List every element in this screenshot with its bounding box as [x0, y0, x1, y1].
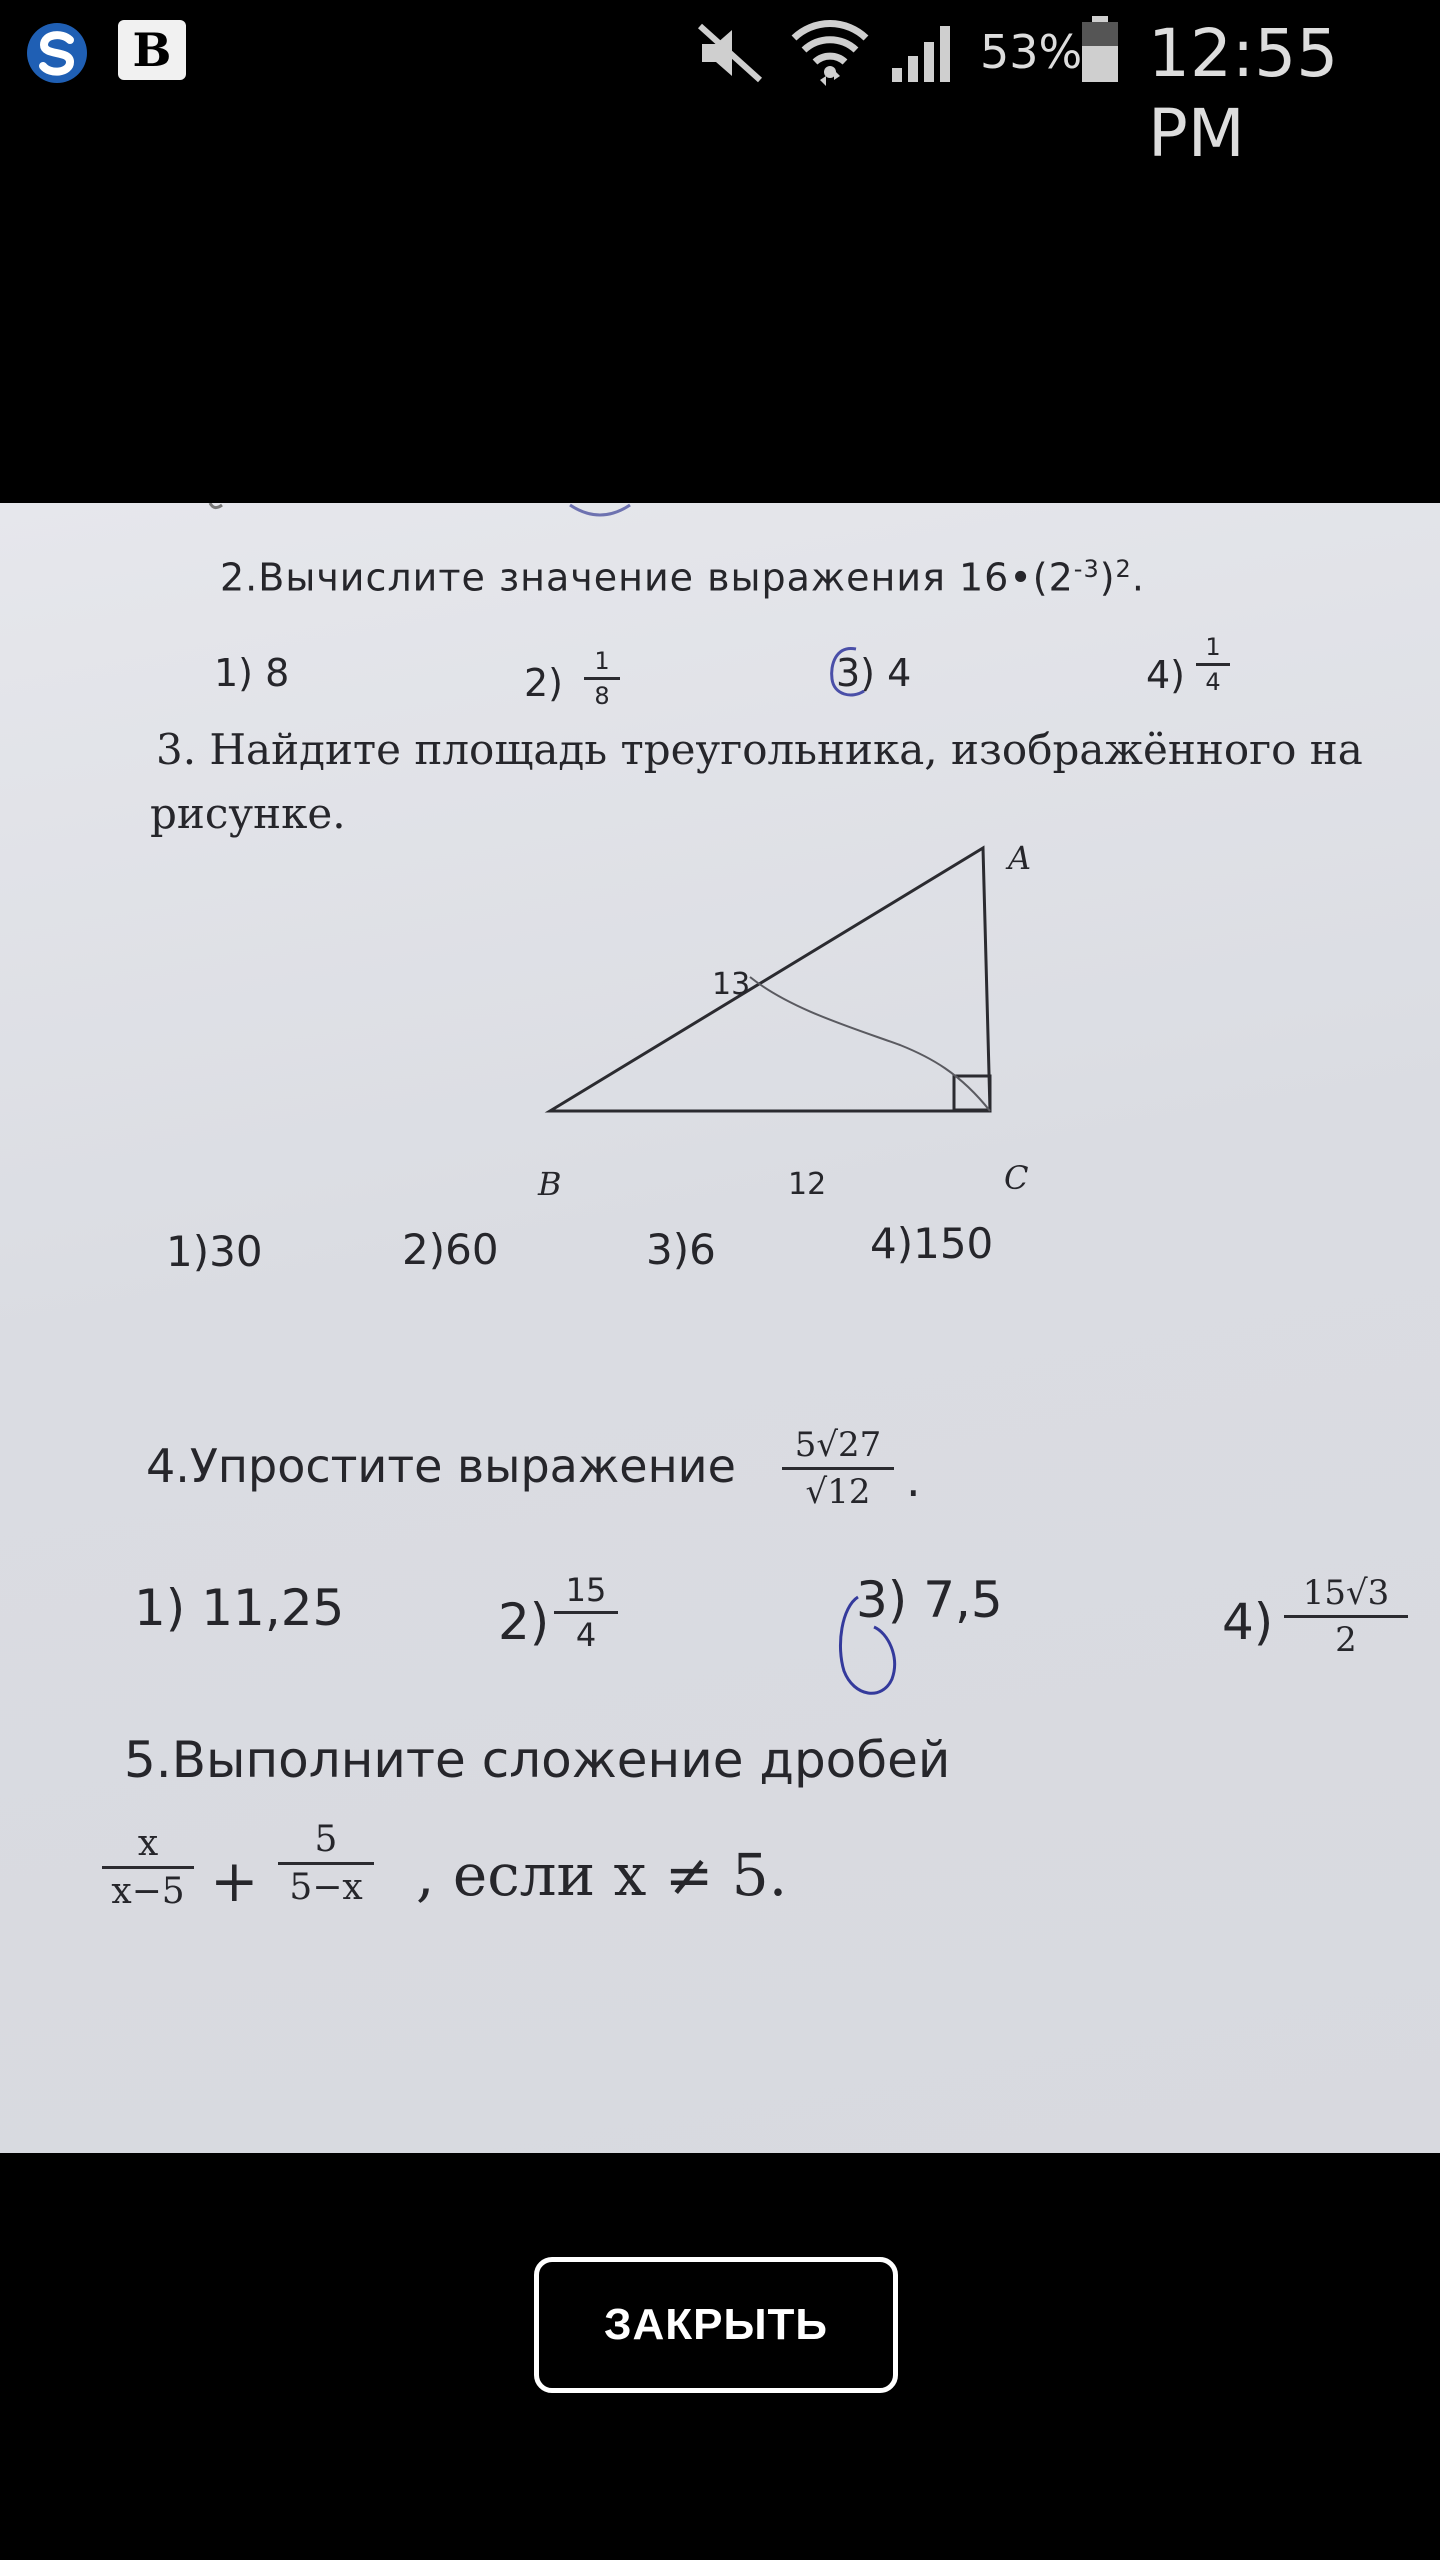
q2-option-4-fraction [1196, 633, 1230, 696]
q2-prompt: 2.Вычислите значение выражения 16•(2 [220, 555, 1074, 600]
q2-option-2-numerator: 1 [584, 647, 620, 680]
vertex-b-label: B [538, 1165, 562, 1203]
q2-text [220, 555, 1145, 600]
battery-icon [1080, 16, 1120, 84]
hypotenuse-length-label: 13 [712, 967, 751, 1002]
q2-option-3: 3) 4 [836, 651, 912, 695]
q4-dot: . [906, 1453, 921, 1507]
q2-option-2-label: 2) [524, 661, 564, 705]
base-length-label: 12 [788, 1167, 827, 1202]
q2-dot: . [1131, 555, 1145, 600]
q2-option-4-denominator: 4 [1205, 668, 1221, 696]
mute-icon [696, 22, 764, 84]
q5-fraction-2-denominator: 5−x [289, 1867, 363, 1908]
q4-option-2-denominator: 4 [575, 1616, 597, 1654]
q2-option-3-pen-circle [826, 643, 870, 703]
q2-option-2-denominator: 8 [594, 682, 610, 710]
q4-option-2-numerator: 15 [554, 1571, 618, 1614]
q4-option-2-fraction [554, 1571, 618, 1654]
q4-option-4-denominator: 2 [1335, 1620, 1357, 1660]
cut-off-previous-line [200, 503, 640, 523]
status-bar [0, 0, 1440, 172]
triangle-abc [550, 848, 990, 1111]
q4-option-4-numerator: 15√3 [1284, 1573, 1408, 1618]
q4-option-4-fraction [1284, 1573, 1408, 1660]
q5-condition: , если x ≠ 5. [416, 1841, 788, 1909]
worksheet-photo [0, 503, 1440, 2153]
q4-option-2-label: 2) [498, 1593, 550, 1651]
q3-text-line2: рисунке. [150, 789, 346, 838]
q3-text-line1: 3. Найдите площадь треугольника, изображённого на [156, 725, 1363, 774]
vertex-c-label: C [1004, 1159, 1029, 1197]
q2-close-paren: ) [1099, 555, 1116, 600]
q4-text: 4.Упростите выражение [146, 1439, 736, 1493]
q3-option-1: 1)30 [166, 1227, 263, 1276]
wifi-icon [790, 14, 870, 88]
q2-inner-exponent: -3 [1073, 555, 1100, 583]
triangle-figure [520, 833, 1060, 1113]
q4-option-4-label: 4) [1222, 1593, 1274, 1651]
q3-option-2: 2)60 [402, 1225, 499, 1274]
q5-fraction-2 [278, 1819, 374, 1908]
q5-fraction-1 [102, 1823, 194, 1912]
clock: 12:55 PM [1148, 15, 1339, 172]
q2-option-2-fraction [584, 647, 620, 710]
q2-option-1: 1) 8 [214, 651, 290, 695]
vertex-a-label: A [1008, 839, 1032, 877]
q3-option-3: 3)6 [646, 1225, 716, 1274]
close-button[interactable]: ЗАКРЫТЬ [534, 2257, 898, 2393]
q2-outer-exponent: 2 [1115, 555, 1132, 583]
battery-percent: 53% [980, 25, 1083, 79]
q5-title: 5.Выполните сложение дробей [124, 1731, 951, 1789]
q4-numerator: 5√27 [782, 1425, 894, 1470]
q4-option-3-pen-circle [834, 1593, 904, 1713]
q4-denominator: √12 [805, 1472, 871, 1512]
q2-option-4-label: 4) [1146, 653, 1186, 697]
q5-fraction-2-numerator: 5 [278, 1819, 374, 1865]
q5-plus-sign: + [210, 1847, 259, 1915]
q5-fraction-1-denominator: x−5 [111, 1871, 185, 1912]
q2-option-4-numerator: 1 [1196, 633, 1230, 666]
q5-fraction-1-numerator: x [102, 1823, 194, 1869]
q4-option-1: 1) 11,25 [134, 1579, 345, 1637]
signal-icon [888, 20, 960, 84]
q3-option-4: 4)150 [870, 1219, 994, 1268]
q4-option-3: 3) 7,5 [856, 1571, 1003, 1629]
q4-fraction [782, 1425, 894, 1512]
vk-icon: B [118, 20, 186, 80]
skype-icon [22, 18, 92, 88]
